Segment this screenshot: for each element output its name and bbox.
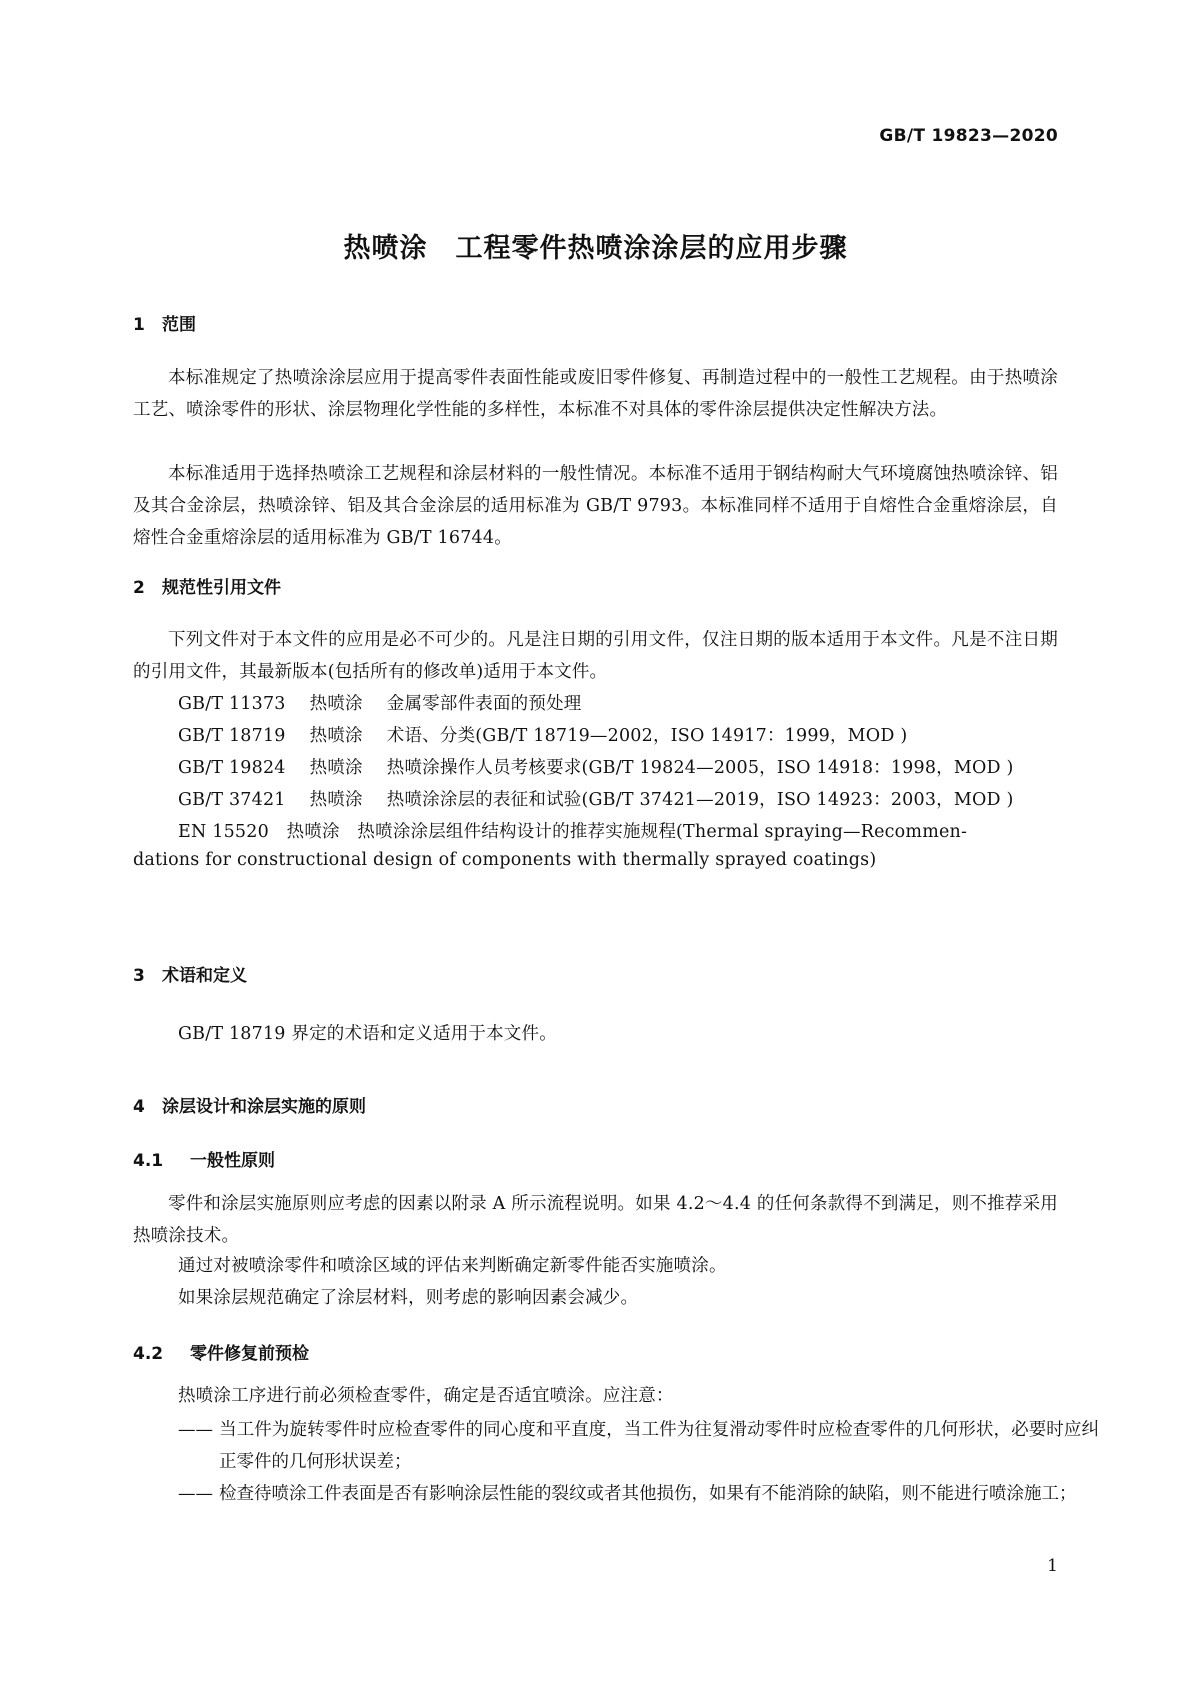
dash-bullet: ——: [178, 1484, 213, 1504]
section-4-1-paragraph-1: 零件和涂层实施原则应考虑的因素以附录 A 所示流程说明。如果 4.2～4.4 的任何条款得不到满足，则不推荐采用热喷涂技术。: [133, 1194, 1058, 1246]
reference-item: [178, 754, 1014, 779]
section-number: 4: [133, 1097, 145, 1117]
reference-code: GB/T 18719: [178, 726, 286, 746]
list-item: [178, 1414, 1099, 1478]
standard-code: GB/T 19823—2020: [879, 126, 1058, 146]
section-1-heading: [133, 310, 196, 335]
reference-title: 热喷涂操作人员考核要求(GB/T 19824—2005，ISO 14918：1998，MOD ): [386, 758, 1014, 778]
reference-code: GB/T 37421: [178, 790, 286, 810]
reference-en-line-2: dations for constructional design of components with thermally sprayed coatings): [133, 850, 877, 870]
page-number: 1: [1047, 1556, 1058, 1576]
section-number: 4.1: [133, 1151, 164, 1171]
list-item: [178, 1478, 1099, 1510]
reference-domain: 热喷涂: [309, 758, 363, 778]
document-title: 热喷涂 工程零件热喷涂涂层的应用步骤: [343, 233, 848, 264]
section-1-paragraph-2: 本标准适用于选择热喷涂工艺规程和涂层材料的一般性情况。本标准不适用于钢结构耐大气环境腐蚀热喷涂锌、铝及其合金涂层，热喷涂锌、铝及其合金涂层的适用标准为 GB/T 9793。本标准同样不适用于自熔性合金重熔涂层，自熔性合金重熔涂层的适用标准为 GB/T 16744。: [133, 464, 1058, 548]
section-number: 4.2: [133, 1344, 164, 1364]
reference-domain: 热喷涂: [309, 694, 363, 714]
section-title: 范围: [162, 315, 196, 335]
reference-item: [178, 690, 581, 715]
section-3-text: GB/T 18719 界定的术语和定义适用于本文件。: [178, 1024, 557, 1044]
list-item-text: 当工件为旋转零件时应检查零件的同心度和平直度，当工件为往复滑动零件时应检查零件的几何形状，必要时应纠正零件的几何形状误差；: [219, 1420, 1099, 1472]
section-title: 一般性原则: [190, 1151, 275, 1171]
section-3-heading: [133, 961, 247, 986]
section-number: 3: [133, 966, 145, 986]
reference-domain: 热喷涂: [309, 726, 363, 746]
section-4-1-heading: [133, 1146, 275, 1171]
section-1-paragraph-1: 本标准规定了热喷涂涂层应用于提高零件表面性能或废旧零件修复、再制造过程中的一般性工艺规程。由于热喷涂工艺、喷涂零件的形状、涂层物理化学性能的多样性，本标准不对具体的零件涂层提供决定性解决方法。: [133, 368, 1058, 420]
reference-item: [178, 786, 1014, 811]
section-4-1-paragraph-2: 通过对被喷涂零件和喷涂区域的评估来判断确定新零件能否实施喷涂。: [178, 1256, 727, 1276]
section-4-1-paragraph-3: 如果涂层规范确定了涂层材料，则考虑的影响因素会减少。: [178, 1288, 639, 1308]
reference-domain: 热喷涂: [309, 790, 363, 810]
reference-title: 金属零部件表面的预处理: [386, 694, 582, 714]
reference-en-line-1: EN 15520 热喷涂 热喷涂涂层组件结构设计的推荐实施规程(Thermal spraying—Recommen-: [178, 822, 968, 842]
section-4-2-intro: 热喷涂工序进行前必须检查零件，确定是否适宜喷涂。应注意：: [178, 1386, 674, 1406]
section-title: 规范性引用文件: [162, 578, 281, 598]
reference-code: GB/T 19824: [178, 758, 286, 778]
reference-code: GB/T 11373: [178, 694, 286, 714]
section-title: 涂层设计和涂层实施的原则: [162, 1097, 366, 1117]
reference-title: 热喷涂涂层的表征和试验(GB/T 37421—2019，ISO 14923：2003，MOD ): [386, 790, 1014, 810]
section-2-intro: 下列文件对于本文件的应用是必不可少的。凡是注日期的引用文件，仅注日期的版本适用于本文件。凡是不注日期的引用文件，其最新版本(包括所有的修改单)适用于本文件。: [133, 630, 1058, 682]
reference-title: 术语、分类(GB/T 18719—2002，ISO 14917：1999，MOD ): [386, 726, 908, 746]
section-2-heading: [133, 573, 281, 598]
section-number: 1: [133, 315, 145, 335]
section-number: 2: [133, 578, 145, 598]
section-4-2-heading: [133, 1339, 309, 1364]
dash-bullet: ——: [178, 1420, 213, 1440]
list-item-text: 检查待喷涂工件表面是否有影响涂层性能的裂纹或者其他损伤，如果有不能消除的缺陷，则不能进行喷涂施工；: [219, 1484, 1077, 1504]
reference-item: [178, 722, 907, 747]
section-4-heading: [133, 1092, 366, 1117]
section-title: 零件修复前预检: [190, 1344, 309, 1364]
section-title: 术语和定义: [162, 966, 247, 986]
